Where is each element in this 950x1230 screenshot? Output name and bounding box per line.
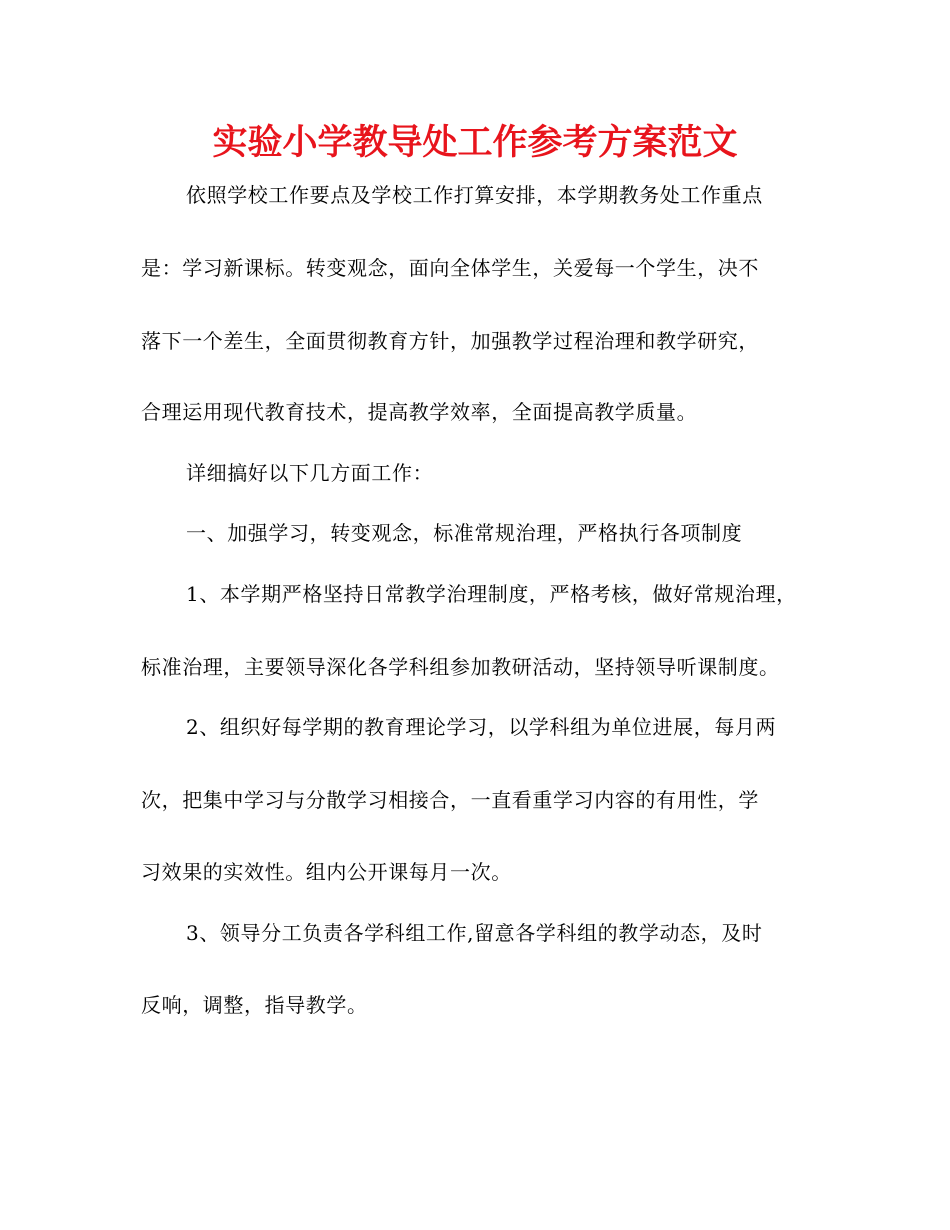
paragraph-line: 反响，调整，指导教学。 (141, 993, 368, 1017)
paragraph-line: 合理运用现代教育技术，提高教学效率，全面提高教学质量。 (141, 400, 698, 424)
section-heading: 一、加强学习，转变观念，标准常规治理，严格执行各项制度 (186, 521, 743, 545)
paragraph-line: 1、本学期严格坚持日常教学治理制度，严格考核，做好常规治理， (186, 582, 797, 606)
paragraph-line: 依照学校工作要点及学校工作打算安排，本学期教务处工作重点 (186, 183, 763, 207)
paragraph-line: 详细搞好以下几方面工作： (186, 461, 434, 485)
paragraph-line: 是：学习新课标。转变观念，面向全体学生，关爱每一个学生，决不 (141, 256, 759, 280)
paragraph-line: 次，把集中学习与分散学习相接合，一直看重学习内容的有用性，学 (141, 788, 759, 812)
paragraph-line: 标准治理，主要领导深化各学科组参加教研活动，坚持领导听课制度。 (141, 655, 780, 679)
document-title: 实验小学教导处工作参考方案范文 (212, 123, 738, 163)
paragraph-line: 3、领导分工负责各学科组工作,留意各学科组的教学动态，及时 (186, 921, 763, 945)
paragraph-line: 落下一个差生，全面贯彻教育方针，加强教学过程治理和教学研究， (141, 329, 759, 353)
paragraph-line: 2、组织好每学期的教育理论学习，以学科组为单位进展，每月两 (186, 715, 777, 739)
paragraph-line: 习效果的实效性。组内公开课每月一次。 (141, 860, 512, 884)
